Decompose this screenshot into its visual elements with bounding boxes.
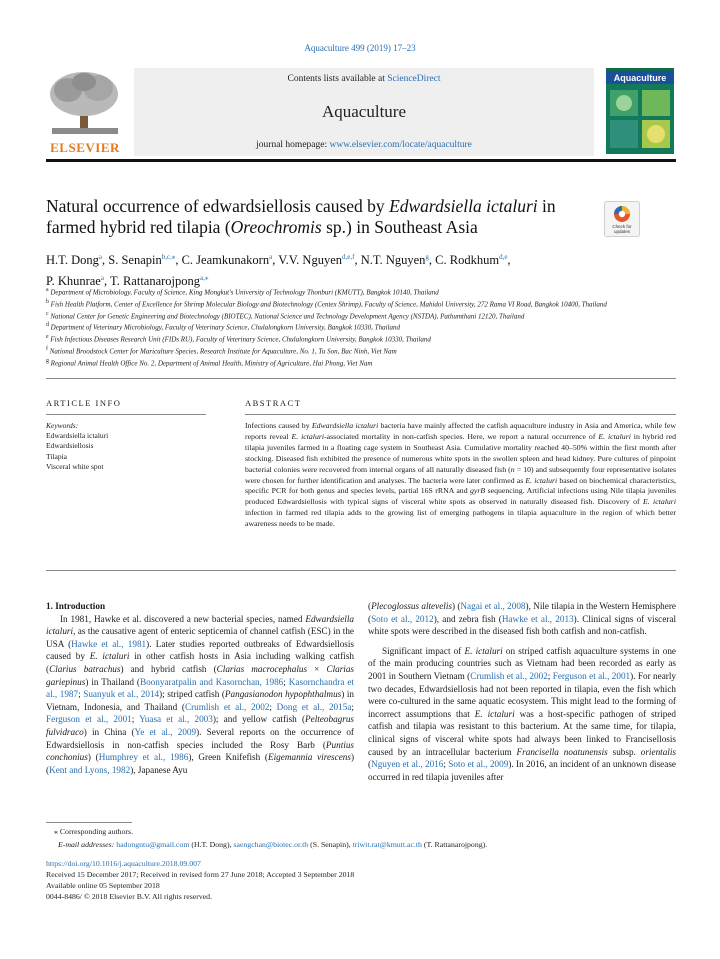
italic-text: Plecoglossus altevelis <box>371 601 452 611</box>
italic-text: n <box>510 464 515 474</box>
affiliation-key: d <box>46 322 49 329</box>
journal-cover-thumbnail[interactable] <box>606 68 674 154</box>
author-name[interactable]: C. Rodkhum <box>435 253 500 268</box>
author-affiliation-marker[interactable]: a <box>100 274 104 283</box>
reference-link[interactable]: Crumlish et al., 2002 <box>470 670 548 681</box>
affiliation-key: e <box>46 334 49 341</box>
text-fragment: ; <box>351 701 354 712</box>
author-separator: , <box>272 253 279 268</box>
title-genus: Oreochromis <box>230 217 322 237</box>
author-separator: , <box>175 253 182 268</box>
intro-paragraph-1-continued <box>368 600 676 638</box>
text-fragment: ). Several reports on the occurrence of Edwardsiellosis in non-catfish species included the Rosy Barb ( <box>46 726 354 750</box>
keyword: Tilapia <box>46 451 67 461</box>
text-fragment: ( <box>368 601 372 611</box>
homepage-link[interactable]: www.elsevier.com/locate/aquaculture <box>329 140 472 150</box>
text-fragment <box>46 858 676 869</box>
reference-link[interactable]: Boonyaratpalin and Kasornchan, 1986 <box>139 676 284 687</box>
text-fragment: ). In 2016, an incident of an unknown disease occurred in red tilapia juveniles after <box>368 759 676 782</box>
author-affiliation-marker[interactable]: b,c,⁎ <box>161 253 176 261</box>
text-fragment: ; <box>131 714 140 725</box>
check-for-updates-label: Check for updates <box>612 224 632 234</box>
author-name[interactable]: S. Senapin <box>108 253 162 268</box>
text-fragment <box>642 90 670 116</box>
affiliation-item <box>46 357 636 369</box>
text-fragment: subsp. <box>607 746 641 757</box>
text-fragment: ) in Vietnam, Indonesia, and Thailand ( <box>46 689 354 712</box>
italic-text: Pangasianodon hypophthalmus <box>224 689 342 700</box>
title-text-2: in farmed hybrid red tilapia ( <box>46 196 556 237</box>
reference-link[interactable]: Suanyuk et al., 2014 <box>83 689 160 700</box>
cover-artwork-icon <box>606 84 674 154</box>
reference-link[interactable]: Kent and Lyons, 1982 <box>49 764 131 775</box>
author-affiliation-marker[interactable]: a <box>98 253 102 261</box>
text-fragment: ). Later studies reported outbreaks of Edwardsiellosis caused by <box>46 638 354 662</box>
article-info-rule <box>46 414 206 415</box>
text-fragment: ; <box>269 701 277 712</box>
italic-text: E. ictaluri <box>89 651 130 662</box>
text-fragment <box>72 73 96 91</box>
text-fragment: in other catfish hosts in Asia including walking catfish ( <box>46 651 354 674</box>
text-fragment: bacteria have mainly affected the catfish aquaculture industry in Asia and America, while few reports reveal <box>245 421 676 441</box>
text-fragment: ( <box>368 759 372 770</box>
reference-link[interactable]: Ferguson et al., 2001 <box>46 714 132 725</box>
text-fragment <box>610 120 638 148</box>
sciencedirect-link[interactable]: ScienceDirect <box>387 74 441 84</box>
abstract-bottom-rule <box>46 570 676 571</box>
text-fragment: Significant impact of <box>382 645 465 656</box>
text-fragment: ); and yellow catfish ( <box>212 714 306 725</box>
footnote-rule <box>46 822 132 823</box>
affiliation-key: b <box>46 298 49 305</box>
email-link[interactable]: triwit.rat@kmutt.ac.th <box>352 839 422 849</box>
author-affiliation-marker[interactable]: a,⁎ <box>200 274 209 283</box>
author-separator: , <box>507 253 511 268</box>
text-fragment: ). For nearly two decades, Edwardsiellosis had not been reported in tilapia, even the fish which were co-cultured in the same aquatic ecosystem. This might lead to the forming of incorrect assumptions that <box>368 670 676 719</box>
reference-link[interactable]: Kasornchandra et al., 1987 <box>46 676 354 700</box>
text-fragment: on striped catfish aquaculture systems in one of the main producing countries such as Vietnam had been recorded as early as 2001 in Southern Vietnam ( <box>368 645 677 681</box>
affiliations-rule <box>46 378 676 379</box>
text-fragment: ) ( <box>451 601 461 611</box>
abstract-rule <box>245 414 676 415</box>
author-affiliation-marker[interactable]: d,e <box>499 253 508 261</box>
affiliation-list <box>46 286 636 369</box>
italic-text: Puntius conchonius <box>46 739 354 763</box>
copyright: 0044-8486/ © 2018 Elsevier B.V. All rights reserved. <box>46 892 213 901</box>
affiliation-item <box>46 298 636 310</box>
affiliation-key: a <box>46 287 49 293</box>
affiliation-text: Regional Animal Health Office No. 2, Department of Animal Health, Ministry of Agriculture, Hai Phong, Viet Nam <box>50 359 373 368</box>
italic-text: E. ictaluri <box>464 645 503 656</box>
text-fragment: ; <box>78 689 84 700</box>
text-fragment: (H.T. Dong), <box>189 839 234 849</box>
author-affiliation-marker[interactable]: g <box>425 253 429 261</box>
text-fragment: ), Nile tilapia in the Western Hemisphere ( <box>368 601 676 624</box>
email-link[interactable]: saengchan@biotec.or.th <box>233 839 309 849</box>
cover-title: Aquaculture <box>606 71 674 85</box>
italic-text: orientalis <box>640 746 676 757</box>
author-separator: , <box>428 253 436 268</box>
text-fragment: in hybrid red tilapia juveniles farmed in a floating cage system in Southeast Asia. Cumulative mortality reached 40–50% within the first month after stocking. Diseased fish exhibited the presence of numerous white spots in the swollen spleen and head kidney. Pure cultures of pinpoint bacterial colonies were recovered from internal organs of all naturally diseased fish ( <box>245 431 676 474</box>
text-fragment: ); striped catfish ( <box>159 689 225 700</box>
italic-text: E. ictaluri <box>474 708 515 719</box>
journal-masthead <box>46 68 676 156</box>
affiliation-text: National Broodstock Center for Mariculture Species, Research Institute for Aquaculture, No. 1, Tu Son, Bac Ninh, Viet Nam <box>49 347 397 356</box>
footnotes <box>46 826 676 851</box>
email-link[interactable]: hadongntu@gmail.com <box>116 839 190 849</box>
affiliation-key: c <box>46 310 49 317</box>
italic-text: gyrB <box>470 486 486 496</box>
reference-link[interactable]: Crumlish et al., 2002 <box>184 701 270 712</box>
author-separator: , <box>354 253 361 268</box>
title-text-3: sp.) in Southeast Asia <box>321 217 478 237</box>
text-fragment: ; <box>283 676 289 687</box>
article-info-heading: ARTICLE INFO <box>46 398 122 408</box>
body-column-left <box>46 600 354 776</box>
italic-text: Francisella noatunensis <box>516 746 608 757</box>
text-fragment: sequencing. Artificial infections using Nile tilapia juveniles produced Edwardsiellosis with typical signs of visceral white spots as observed in naturally diseased fish. Discovery of <box>245 486 677 507</box>
text-fragment: ; <box>547 670 553 681</box>
abstract-text <box>245 421 676 530</box>
contents-line <box>134 74 594 84</box>
reference-link[interactable]: Ferguson et al., 2001 <box>552 670 631 681</box>
italic-text: Edwardsiella ictaluri <box>311 421 379 430</box>
email-addresses <box>46 839 676 852</box>
text-fragment: Infections caused by <box>245 421 312 430</box>
doi-link[interactable]: https://doi.org/10.1016/j.aquaculture.2018.09.007 <box>46 859 201 868</box>
affiliation-item <box>46 321 636 333</box>
author-affiliation-marker[interactable]: a <box>269 253 273 261</box>
reference-link[interactable]: Yuasa et al., 2003 <box>139 714 213 725</box>
text-fragment: ), Japanese Ayu <box>130 764 188 775</box>
affiliation-text: Department of Microbiology, Faculty of Science, King Mongkut's University of Technology Thonburi (KMUTT), Bangkok 10140, Thailand <box>50 288 439 297</box>
homepage-prefix: journal homepage: <box>256 140 330 150</box>
text-fragment: , as the causative agent of enteric septicemia of channel catfish (ESC) in the USA ( <box>46 626 354 649</box>
text-fragment: In 1981, Hawke et al. discovered a new bacterial species, named <box>60 613 306 624</box>
keywords-label: Keywords: <box>46 421 79 430</box>
text-fragment: × <box>307 663 327 674</box>
text-fragment <box>619 211 625 217</box>
keyword: Edwardsiella ictaluri <box>46 431 109 441</box>
italic-text: Clarius batrachus <box>49 663 121 674</box>
email-label: E-mail addresses: <box>58 839 117 849</box>
affiliation-text: Fish Infectious Diseases Research Unit (FIDs RU), Faculty of Veterinary Science, Chulalongkorn University, Bangkok 10330, Thailand <box>50 335 431 344</box>
text-fragment: was a host-specific pathogen of striped catfish and tilapia was resistant to this bacterium. At the same time, for tilapia, clinical signs of visceral white spots had always been linked to Francisellosis caused by an intracellular bacterium <box>368 708 676 757</box>
affiliation-item <box>46 310 636 322</box>
journal-name: Aquaculture <box>321 102 407 121</box>
author-name[interactable]: C. Jeamkunakorn <box>181 253 270 268</box>
author-name[interactable]: N.T. Nguyen <box>360 253 426 268</box>
italic-text: E. ictaluri <box>525 475 558 485</box>
affiliation-key: g <box>46 357 49 364</box>
author-separator: , <box>103 274 110 289</box>
text-fragment: (T. Rattanarojpong). <box>421 839 488 849</box>
italic-text: Clarias macrocephalus <box>216 663 308 674</box>
article-title <box>46 196 606 238</box>
affiliation-item <box>46 286 636 298</box>
italic-text: E. ictaluri <box>291 431 325 441</box>
affiliation-text: Fish Health Platform, Center of Excellence for Shrimp Molecular Biology and Biotechnology (Centex Shrimp), Faculty of Science, Mahidol University, 272 Rama VI Road, Bangkok 10400, Thailand <box>50 300 607 309</box>
text-fragment <box>616 95 632 111</box>
text-fragment: (S. Senapin), <box>308 839 353 849</box>
keyword: Edwardsiellosis <box>46 441 94 451</box>
italic-text: Edwardsiella ictaluri <box>46 613 354 637</box>
text-fragment: ) ( <box>46 752 355 775</box>
reference-link[interactable]: Humphrey et al., 1986 <box>98 752 189 763</box>
homepage-line <box>134 140 594 150</box>
text-fragment: infection in farmed red tilapia adds to the growing list of emerging pathogens in tilapia aquaculture in the region of which better awareness needs to be made. <box>245 508 676 529</box>
text-fragment: = 10) and subsequently four representative isolates were chosen for further identification and analyses. The bacteria were later confirmed as <box>245 464 676 485</box>
text-fragment <box>52 128 118 134</box>
text-fragment <box>46 421 216 431</box>
author-name[interactable]: P. Khunrae <box>46 274 101 289</box>
received-dates: Received 15 December 2017; Received in revised form 27 June 2018; Accepted 3 September 2018 <box>46 870 355 879</box>
text-fragment: ) ( <box>87 752 99 763</box>
keywords-block <box>46 421 216 472</box>
author-name[interactable]: H.T. Dong <box>46 253 99 268</box>
affiliation-item <box>46 333 636 345</box>
available-online: Available online 05 September 2018 <box>46 881 160 890</box>
title-species: Edwardsiella ictaluri <box>389 196 538 216</box>
body-column-right <box>368 600 676 783</box>
intro-paragraph-2 <box>368 645 676 784</box>
author-name[interactable]: T. Rattanarojpong <box>110 274 201 289</box>
publication-info <box>46 858 676 902</box>
check-for-updates-badge[interactable] <box>604 201 640 237</box>
reference-link[interactable]: Nguyen et al., 2016 <box>371 759 444 770</box>
affiliation-item <box>46 345 636 357</box>
affiliation-text: Department of Veterinary Microbiology, Faculty of Veterinary Science, Chulalongkorn University, Bangkok 10330, Thailand <box>50 323 400 332</box>
reference-link[interactable]: Soto et al., 2009 <box>448 759 509 770</box>
reference-link[interactable]: Hawke et al., 2013 <box>501 613 574 624</box>
text-fragment: ) and hybrid catfish ( <box>120 663 217 674</box>
text-fragment: ) in China ( <box>83 726 135 737</box>
journal-citation[interactable]: Aquaculture 499 (2019) 17–23 <box>304 43 416 53</box>
title-text-1: Natural occurrence of edwardsiellosis caused by <box>46 196 390 216</box>
tree-icon <box>46 70 124 136</box>
author-affiliation-marker[interactable]: d,e,f <box>342 253 355 261</box>
author-list <box>46 248 646 290</box>
elsevier-logo <box>46 70 124 156</box>
publisher-wordmark: ELSEVIER <box>50 140 120 155</box>
reference-link[interactable]: Ye et al., 2009 <box>134 726 197 737</box>
italic-text: Pelteobagrus fulvidraco <box>46 714 355 737</box>
text-fragment: ), and zebra fish ( <box>433 613 502 624</box>
reference-link[interactable]: Soto et al., 2012 <box>371 613 434 624</box>
italic-text: Clarias gariepinus <box>46 663 355 687</box>
reference-link[interactable]: Nagai et al., 2008 <box>460 601 526 611</box>
text-fragment: based on biochemical characteristics, specific PCR for both genus and species levels, partial 16S rRNA and <box>245 475 676 496</box>
text-fragment: ; <box>443 759 449 770</box>
abstract-heading: ABSTRACT <box>245 398 302 408</box>
affiliation-text: National Center for Genetic Engineering and Biotechnology (BIOTEC), National Science and Technology Development Agency (NSTDA), Pathumthani 12120, Thailand <box>50 311 525 320</box>
italic-text: E. ictaluri <box>598 431 631 441</box>
italic-text: Eigemannia virescens <box>268 752 351 763</box>
masthead-rule <box>46 159 676 162</box>
reference-link[interactable]: Hawke et al., 1981 <box>71 638 147 649</box>
intro-paragraph-1 <box>46 613 354 777</box>
corresponding-note: ⁎ Corresponding authors. <box>54 827 134 836</box>
contents-prefix: Contents lists available at <box>287 74 388 84</box>
affiliation-key: f <box>46 346 48 353</box>
text-fragment: ) in Thailand ( <box>85 676 140 687</box>
text-fragment: ). Clinical signs of visceral white spots were described in the diseased fish both catfish and non-catfish. <box>368 613 676 637</box>
text-fragment: -associated mortality in non-catfish species. Here, we report a natural occurrence of <box>324 431 599 441</box>
masthead-center-panel <box>134 68 594 156</box>
text-fragment: ), Green Knifefish ( <box>188 752 268 763</box>
author-name[interactable]: V.V. Nguyen <box>278 253 343 268</box>
author-separator: , <box>102 253 109 268</box>
section-heading-introduction: 1. Introduction <box>46 601 106 611</box>
reference-link[interactable]: Dong et al., 2015a <box>276 701 352 712</box>
keyword: Visceral white spot <box>46 461 104 471</box>
text-fragment <box>647 125 665 143</box>
italic-text: E. ictaluri <box>642 497 676 507</box>
